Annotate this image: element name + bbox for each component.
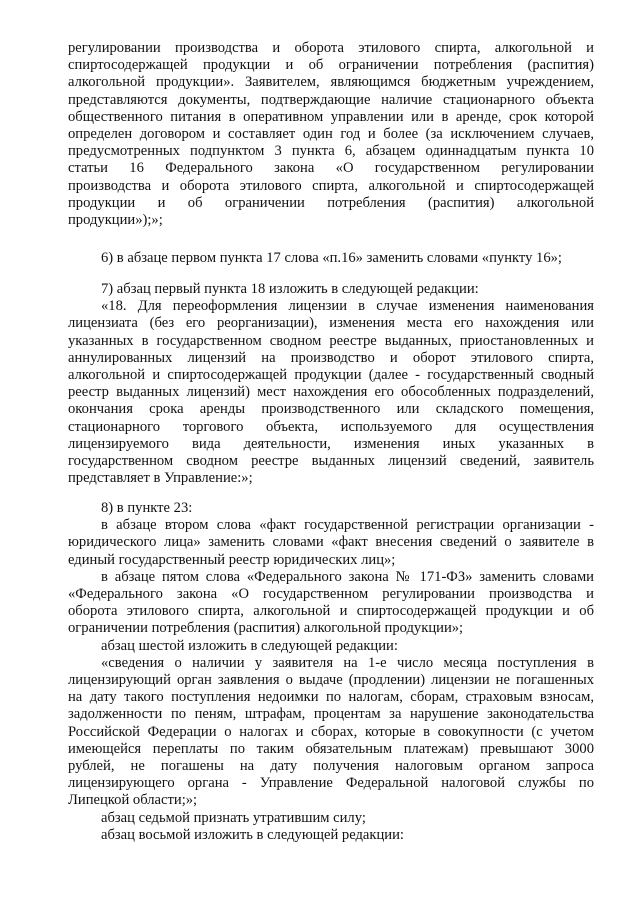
text-line: юридического лица» заменить словами «факт внесения сведений о заявителе в — [68, 534, 594, 551]
text-line: производства и оборота этилового спирта, алкогольной и спиртосодержащей — [68, 177, 594, 194]
paragraph-block-0 — [68, 40, 594, 229]
text-line: определен договором и составляет один год и более (за исключением случаев, — [68, 126, 594, 143]
text-line: реестр выданных лицензий) мест нахождения его обособленных подразделений, — [68, 384, 594, 401]
text-line: имеющейся переплаты по таким обязательным платежам) превышают 3000 — [68, 740, 594, 757]
text-line: рублей, не погашены на дату получения налоговым органом запроса — [68, 758, 594, 775]
text-line: 8) в пункте 23: — [101, 500, 193, 516]
text-line: в абзаце пятом слова «Федерального закона № 171-ФЗ» заменить словами — [101, 568, 594, 585]
text-line: продукции»);»; — [68, 212, 163, 229]
text-line: абзац седьмой признать утратившим силу; — [101, 809, 366, 826]
text-line: «Федерального закона «О государственном регулировании производства и — [68, 586, 594, 603]
text-line: абзац шестой изложить в следующей редакции: — [101, 637, 398, 654]
text-line: предусмотренных подпунктом 3 пункта 6, абзацем одиннадцатым пункта 10 — [68, 143, 594, 160]
text-line: продукции и об ограничении потребления (распития) алкогольной — [68, 194, 594, 211]
text-line: 6) в абзаце первом пункта 17 слова «п.16» заменить словами «пункту 16»; — [101, 250, 562, 266]
text-line: лицензируемого вида деятельности, изменения иных указанных в — [68, 435, 594, 452]
text-line: спиртосодержащей продукции и об ограничении потребления (распития) — [68, 57, 594, 74]
paragraph-block-2 — [68, 281, 594, 487]
text-line: аннулированных лицензий на производство и оборот этилового спирта, — [68, 349, 594, 366]
text-line: стационарного торгового объекта, используемого для осуществления — [68, 418, 594, 435]
text-line: на дату такого поступления недоимки по налогам, сборам, страховым взносам, — [68, 689, 594, 706]
paragraph-block-3 — [68, 500, 594, 844]
text-line: единый государственный реестр юридических лиц»; — [68, 551, 396, 568]
text-line: регулировании производства и оборота этилового спирта, алкогольной и — [68, 40, 594, 56]
text-line: задолженности по пеням, штрафам, процентам за нарушение законодательства — [68, 706, 594, 723]
text-line: Липецкой области;»; — [68, 792, 198, 809]
text-line: абзац восьмой изложить в следующей редакции: — [101, 826, 404, 843]
text-line: алкогольной продукции». Заявителем, являющимся бюджетным учреждением, — [68, 74, 594, 91]
text-line: оборота этилового спирта, алкогольной и спиртосодержащей продукции и об — [68, 603, 594, 620]
text-line: ограничении потребления (распития) алкогольной продукции»; — [68, 620, 464, 637]
text-line: общественного питания в оперативном управлении или в аренде, срок которой — [68, 108, 594, 125]
text-line: лицензиата (без его реорганизации), изменения места его нахождения или — [68, 315, 594, 332]
text-line: представляются документы, подтверждающие наличие стационарного объекта — [68, 91, 594, 108]
text-line: государственном сводном реестре выданных лицензий сведений, заявитель — [68, 453, 594, 470]
paragraph-block-1 — [68, 250, 594, 267]
text-line: Российской Федерации о налогах и сборах, которые в совокупности (с учетом — [68, 723, 594, 740]
text-line: указанных в государственном сводном реестре выданных, приостановленных и — [68, 332, 594, 349]
text-line: «18. Для переоформления лицензии в случае изменения наименования — [101, 298, 594, 315]
text-line: лицензирующего органа - Управление Федеральной налоговой службы по — [68, 775, 594, 792]
text-line: алкогольной и спиртосодержащей продукции (далее - государственный сводный — [68, 367, 594, 384]
text-line: представляет в Управление:»; — [68, 470, 253, 487]
text-line: «сведения о наличии у заявителя на 1-е число месяца поступления в — [101, 654, 594, 671]
text-line: лицензирующий орган заявления о выдаче (продлении) лицензии не погашенных — [68, 672, 594, 689]
text-line: в абзаце втором слова «факт государственной регистрации организации - — [101, 517, 594, 534]
text-line: 7) абзац первый пункта 18 изложить в следующей редакции: — [101, 281, 479, 297]
text-line: статьи 16 Федерального закона «О государственном регулировании — [68, 160, 594, 177]
text-line: окончания срока аренды производственного или складского помещения, — [68, 401, 594, 418]
